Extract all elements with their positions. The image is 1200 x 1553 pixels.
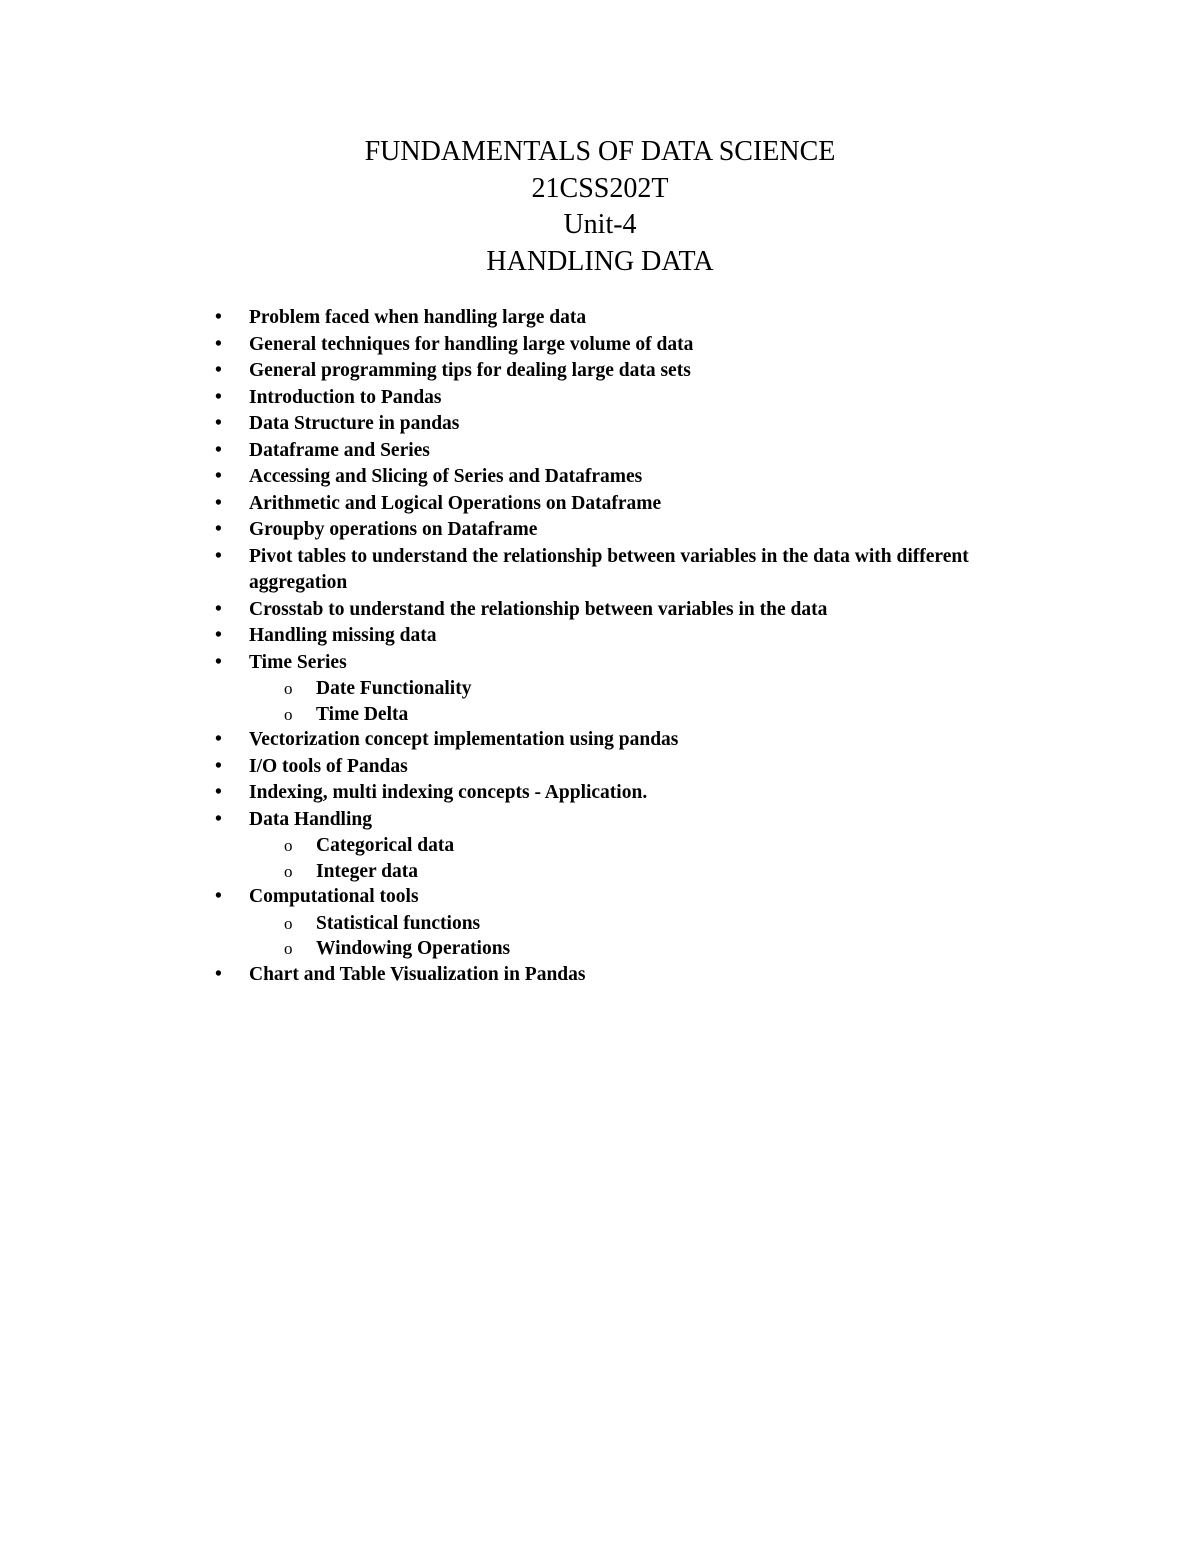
topic-item xyxy=(212,332,1052,359)
bullet-icon: • xyxy=(215,598,222,620)
subtopic-item xyxy=(249,911,1052,937)
subtopic-text: Categorical data xyxy=(316,835,455,856)
topic-item xyxy=(212,305,1052,332)
topic-text: I/O tools of Pandas xyxy=(249,755,408,777)
topic-text: Accessing and Slicing of Series and Dataframes xyxy=(249,466,643,487)
topic-text: Computational tools xyxy=(249,886,419,907)
bullet-icon: • xyxy=(215,729,222,750)
topic-text: Arithmetic and Logical Operations on Dataframe xyxy=(249,492,662,514)
topic-text: Pivot tables to understand the relationship between variables in the data with different aggregation xyxy=(249,545,969,593)
topic-item xyxy=(212,780,1052,807)
course-title: FUNDAMENTALS OF DATA SCIENCE xyxy=(364,136,836,167)
sub-bullet-icon: o xyxy=(284,836,293,855)
course-code: 21CSS202T xyxy=(531,172,669,204)
topic-text: General programming tips for dealing large data sets xyxy=(249,360,691,381)
topic-item xyxy=(212,650,1052,728)
topic-item xyxy=(212,807,1052,885)
subtopic-text: Time Delta xyxy=(316,703,409,725)
sub-bullet-icon: o xyxy=(284,913,293,933)
topic-text: Dataframe and Series xyxy=(249,439,430,461)
topic-text: Time Series xyxy=(249,651,347,673)
sub-bullet-icon: o xyxy=(284,939,293,958)
topic-text: Indexing, multi indexing concepts - Application. xyxy=(249,782,648,803)
topic-text: Problem faced when handling large data xyxy=(249,307,587,328)
bullet-icon: • xyxy=(215,755,222,777)
topic-item xyxy=(212,358,1052,385)
topic-list xyxy=(212,305,1052,988)
unit-title: HANDLING DATA xyxy=(486,245,714,277)
bullet-icon: • xyxy=(215,651,222,673)
topic-item xyxy=(212,517,1052,544)
subtopic-list xyxy=(249,676,1052,727)
topic-item xyxy=(212,491,1052,518)
bullet-icon: • xyxy=(215,413,222,434)
bullet-icon: • xyxy=(215,386,222,408)
bullet-icon: • xyxy=(215,963,222,985)
topic-item xyxy=(212,385,1052,412)
subtopic-item xyxy=(249,702,1052,728)
document-header xyxy=(0,134,1200,280)
subtopic-text: Date Functionality xyxy=(316,678,472,699)
topic-item xyxy=(212,438,1052,465)
topic-text: Data Structure in pandas xyxy=(249,413,460,434)
topic-item xyxy=(212,623,1052,650)
bullet-icon: • xyxy=(215,545,222,567)
bullet-icon: • xyxy=(215,439,222,461)
bullet-icon: • xyxy=(215,333,222,355)
sub-bullet-icon: o xyxy=(284,704,293,724)
topic-item xyxy=(212,411,1052,438)
topic-text: Handling missing data xyxy=(249,625,437,646)
subtopic-item xyxy=(249,676,1052,702)
topic-item xyxy=(212,597,1052,624)
bullet-icon: • xyxy=(215,625,222,646)
bullet-icon: • xyxy=(215,808,222,830)
subtopic-text: Windowing Operations xyxy=(316,938,511,959)
bullet-icon: • xyxy=(215,782,222,803)
bullet-icon: • xyxy=(215,466,222,487)
sub-bullet-icon: o xyxy=(284,679,293,698)
subtopic-item xyxy=(249,859,1052,885)
topic-text: Groupby operations on Dataframe xyxy=(249,519,538,540)
subtopic-text: Statistical functions xyxy=(316,912,481,934)
subtopic-item xyxy=(249,936,1052,962)
topic-item xyxy=(212,544,1052,597)
topic-item xyxy=(212,884,1052,962)
topic-text: Vectorization concept implementation using pandas xyxy=(249,729,679,750)
topic-item xyxy=(212,754,1052,781)
topic-text: Chart and Table Visualization in Pandas xyxy=(249,963,586,985)
subtopic-text: Integer data xyxy=(316,860,419,882)
bullet-icon: • xyxy=(215,519,222,540)
subtopic-list xyxy=(249,911,1052,962)
subtopic-list xyxy=(249,833,1052,884)
bullet-icon: • xyxy=(215,886,222,907)
topic-text: Crosstab to understand the relationship between variables in the data xyxy=(249,598,828,620)
sub-bullet-icon: o xyxy=(284,861,293,881)
subtopic-item xyxy=(249,833,1052,859)
topic-item xyxy=(212,962,1052,989)
topic-item xyxy=(212,727,1052,754)
unit-number: Unit-4 xyxy=(563,209,637,240)
topic-text: General techniques for handling large volume of data xyxy=(249,333,694,355)
topic-item xyxy=(212,464,1052,491)
bullet-icon: • xyxy=(215,492,222,514)
bullet-icon: • xyxy=(215,307,222,328)
bullet-icon: • xyxy=(215,360,222,381)
topic-text: Introduction to Pandas xyxy=(249,386,442,408)
topic-text: Data Handling xyxy=(249,808,372,830)
